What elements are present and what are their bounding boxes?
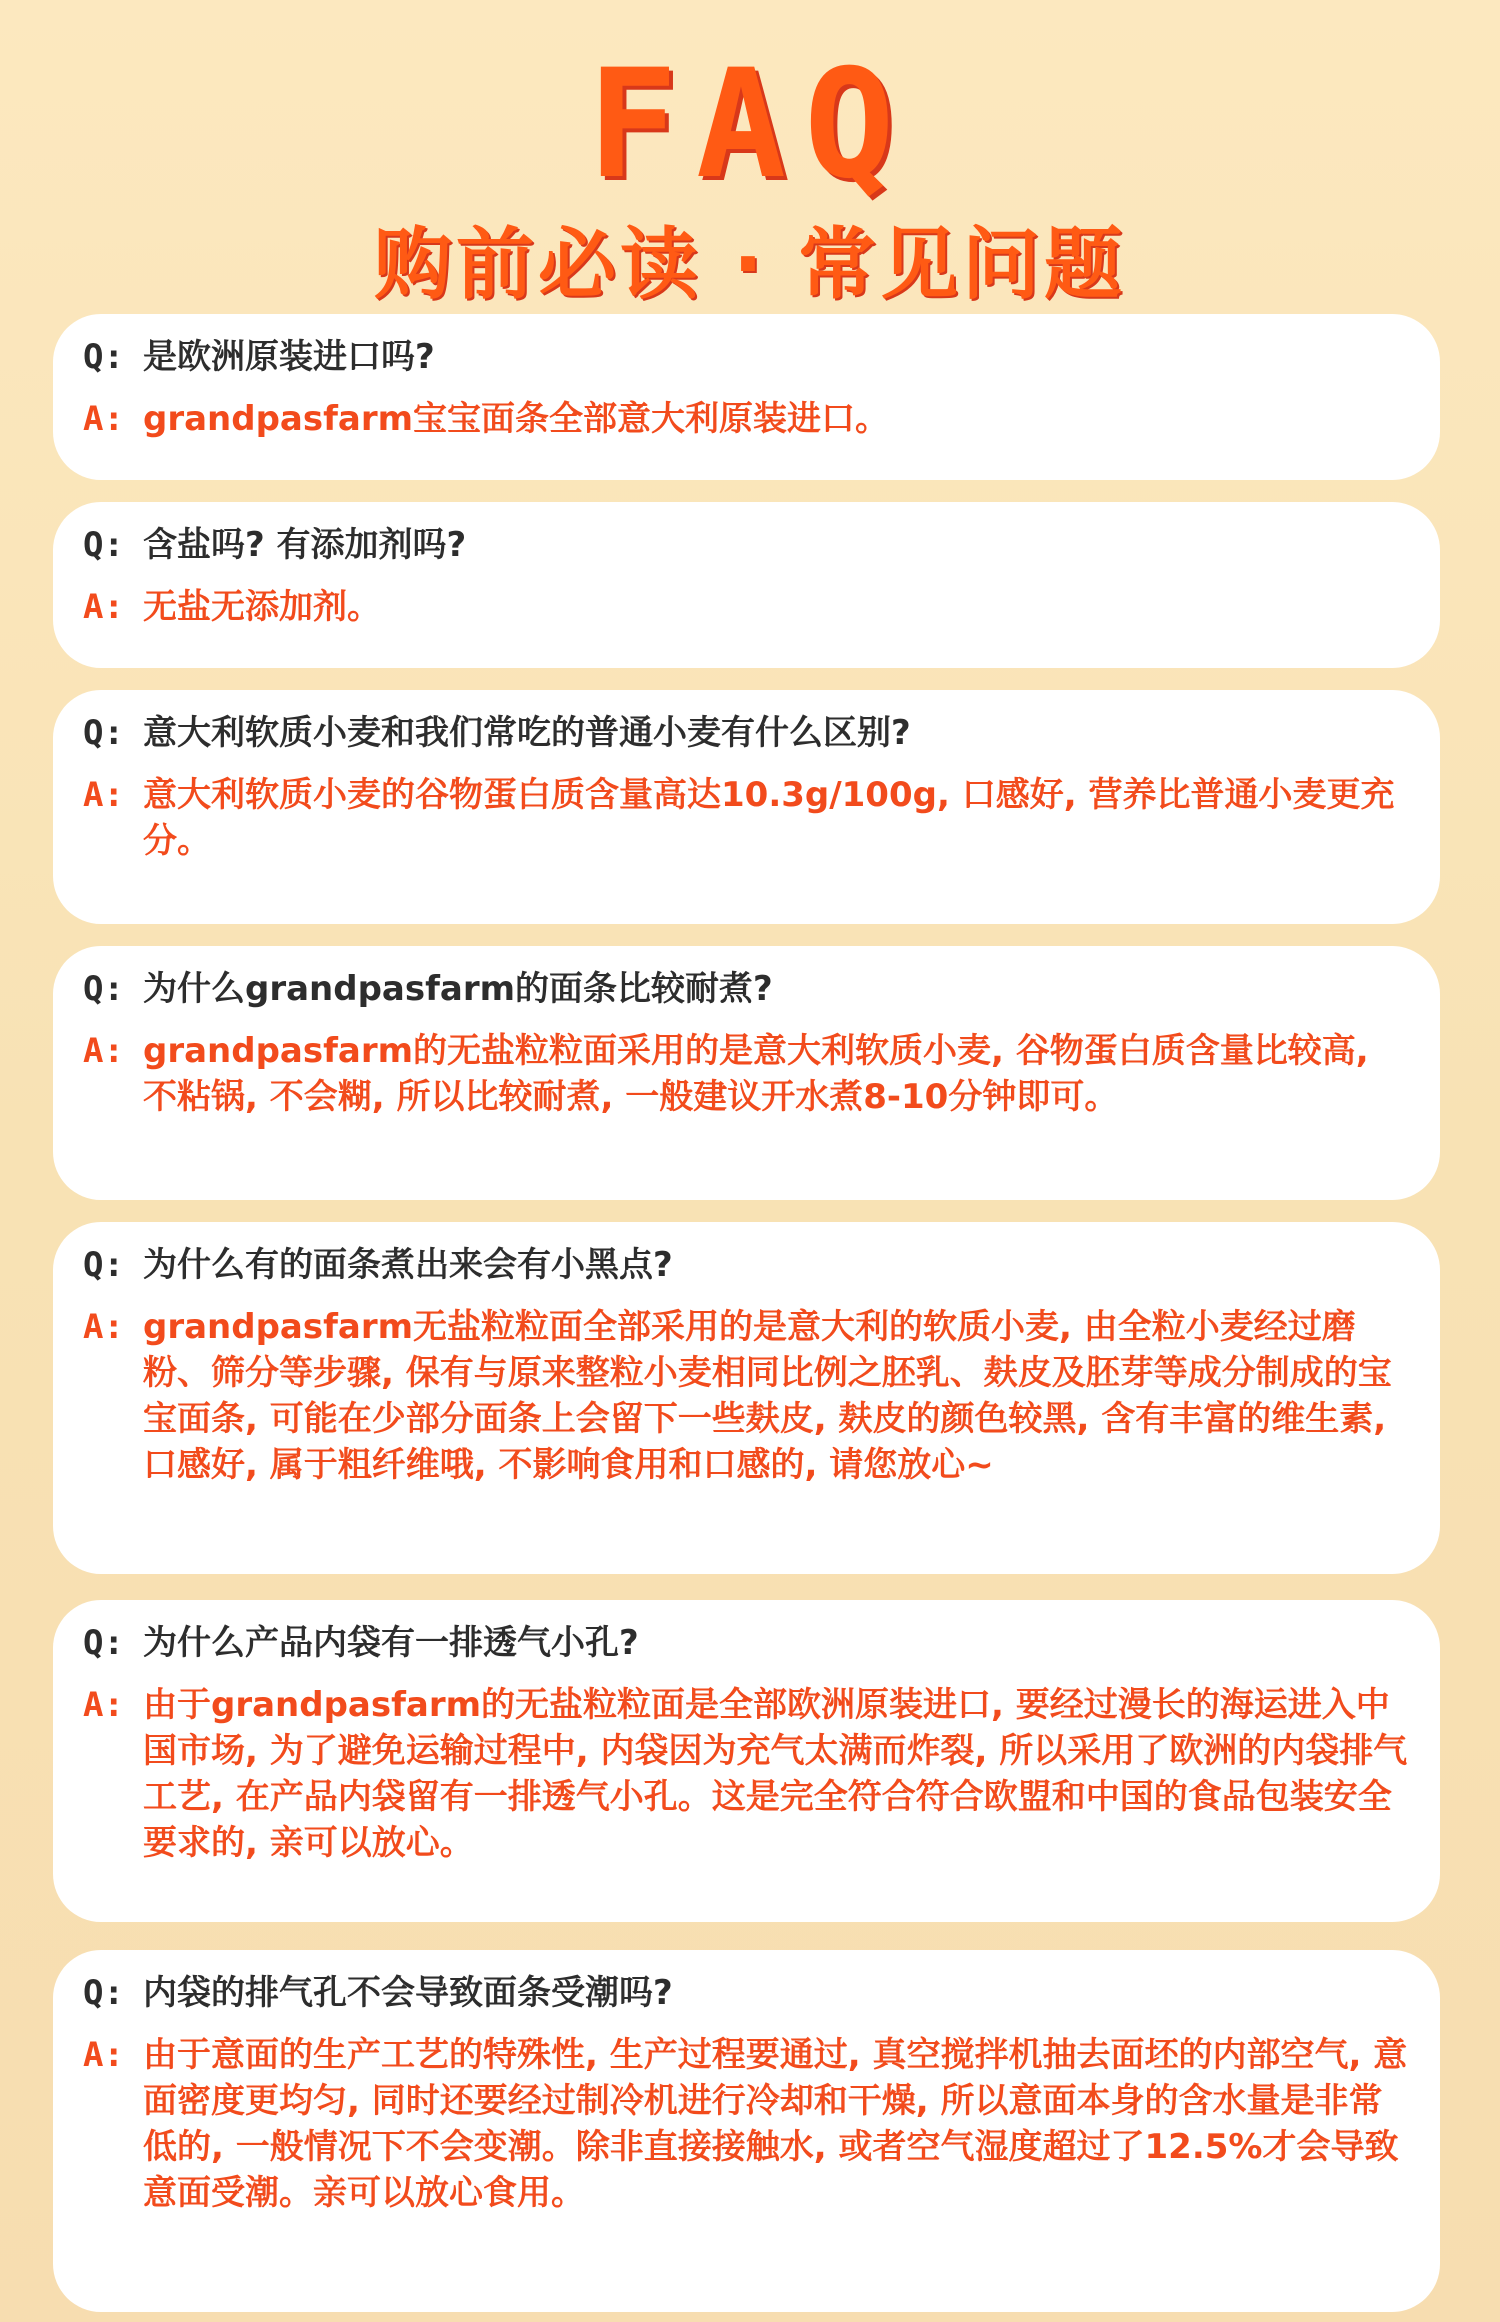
page-subtitle: 购前必读 · 常见问题	[374, 220, 1126, 310]
faq-answer-row	[83, 1682, 1410, 1866]
question-label: Q:	[83, 713, 124, 753]
answer-label: A:	[83, 399, 124, 439]
question-text: 为什么grandpasfarm的面条比较耐煮?	[143, 969, 773, 1009]
answer-text: 由于意面的生产工艺的特殊性, 生产过程要通过, 真空搅拌机抽去面坯的内部空气, 意面密度更均匀, 同时还要经过制冷机进行冷却和干燥, 所以意面本身的含水量是非常低的, 一般情况下不会变潮。除非直接接触水, 或者空气湿度超过了12.5%才会导致意面受潮。亲可以放心食用。	[143, 2035, 1408, 2213]
answer-text: grandpasfarm宝宝面条全部意大利原装进口。	[143, 399, 890, 439]
faq-card	[53, 314, 1440, 480]
question-text: 是欧洲原装进口吗?	[143, 337, 435, 377]
answer-label: A:	[83, 1685, 124, 1725]
faq-question-row	[83, 1970, 1410, 2016]
faq-card	[53, 1950, 1440, 2312]
faq-answer-row	[83, 396, 1410, 442]
question-text: 内袋的排气孔不会导致面条受潮吗?	[143, 1973, 673, 2013]
faq-card	[53, 502, 1440, 668]
faq-question-row	[83, 1242, 1410, 1288]
page-header	[0, 40, 1500, 310]
faq-answer-row	[83, 1028, 1410, 1120]
answer-label: A:	[83, 2035, 124, 2075]
faq-card	[53, 1600, 1440, 1922]
faq-answer-row	[83, 1304, 1410, 1488]
faq-question-row	[83, 522, 1410, 568]
answer-text: 意大利软质小麦的谷物蛋白质含量高达10.3g/100g, 口感好, 营养比普通小麦更充分。	[143, 775, 1395, 861]
faq-card	[53, 946, 1440, 1200]
faq-card	[53, 1222, 1440, 1574]
answer-text: 无盐无添加剂。	[143, 587, 381, 627]
answer-label: A:	[83, 1307, 124, 1347]
answer-label: A:	[83, 775, 124, 815]
answer-label: A:	[83, 587, 124, 627]
question-text: 为什么有的面条煮出来会有小黑点?	[143, 1245, 673, 1285]
faq-answer-row	[83, 2032, 1410, 2216]
question-label: Q:	[83, 969, 124, 1009]
faq-answer-row	[83, 772, 1410, 864]
answer-text: grandpasfarm无盐粒粒面全部采用的是意大利的软质小麦, 由全粒小麦经过磨粉、筛分等步骤, 保有与原来整粒小麦相同比例之胚乳、麸皮及胚芽等成分制成的宝宝面条, 可能在少部分面条上会留下一些麸皮, 麸皮的颜色较黑, 含有丰富的维生素, 口感好, 属于粗纤维哦, 不影响食用和口感的, 请您放心~	[143, 1307, 1392, 1485]
faq-question-row	[83, 966, 1410, 1012]
question-text: 含盐吗? 有添加剂吗?	[143, 525, 467, 565]
question-label: Q:	[83, 1973, 124, 2013]
question-label: Q:	[83, 1245, 124, 1285]
page-title: FAQ	[587, 38, 913, 212]
faq-question-row	[83, 1620, 1410, 1666]
faq-question-row	[83, 710, 1410, 756]
question-text: 为什么产品内袋有一排透气小孔?	[143, 1623, 639, 1663]
answer-text: grandpasfarm的无盐粒粒面采用的是意大利软质小麦, 谷物蛋白质含量比较高, 不粘锅, 不会糊, 所以比较耐煮, 一般建议开水煮8-10分钟即可。	[143, 1031, 1369, 1117]
question-text: 意大利软质小麦和我们常吃的普通小麦有什么区别?	[143, 713, 911, 753]
faq-question-row	[83, 334, 1410, 380]
question-label: Q:	[83, 337, 124, 377]
faq-card	[53, 690, 1440, 924]
question-label: Q:	[83, 1623, 124, 1663]
faq-answer-row	[83, 584, 1410, 630]
question-label: Q:	[83, 525, 124, 565]
answer-label: A:	[83, 1031, 124, 1071]
answer-text: 由于grandpasfarm的无盐粒粒面是全部欧洲原装进口, 要经过漫长的海运进入中国市场, 为了避免运输过程中, 内袋因为充气太满而炸裂, 所以采用了欧洲的内袋排气工艺, 在产品内袋留有一排透气小孔。这是完全符合符合欧盟和中国的食品包装安全要求的, 亲可以放心。	[143, 1685, 1408, 1863]
